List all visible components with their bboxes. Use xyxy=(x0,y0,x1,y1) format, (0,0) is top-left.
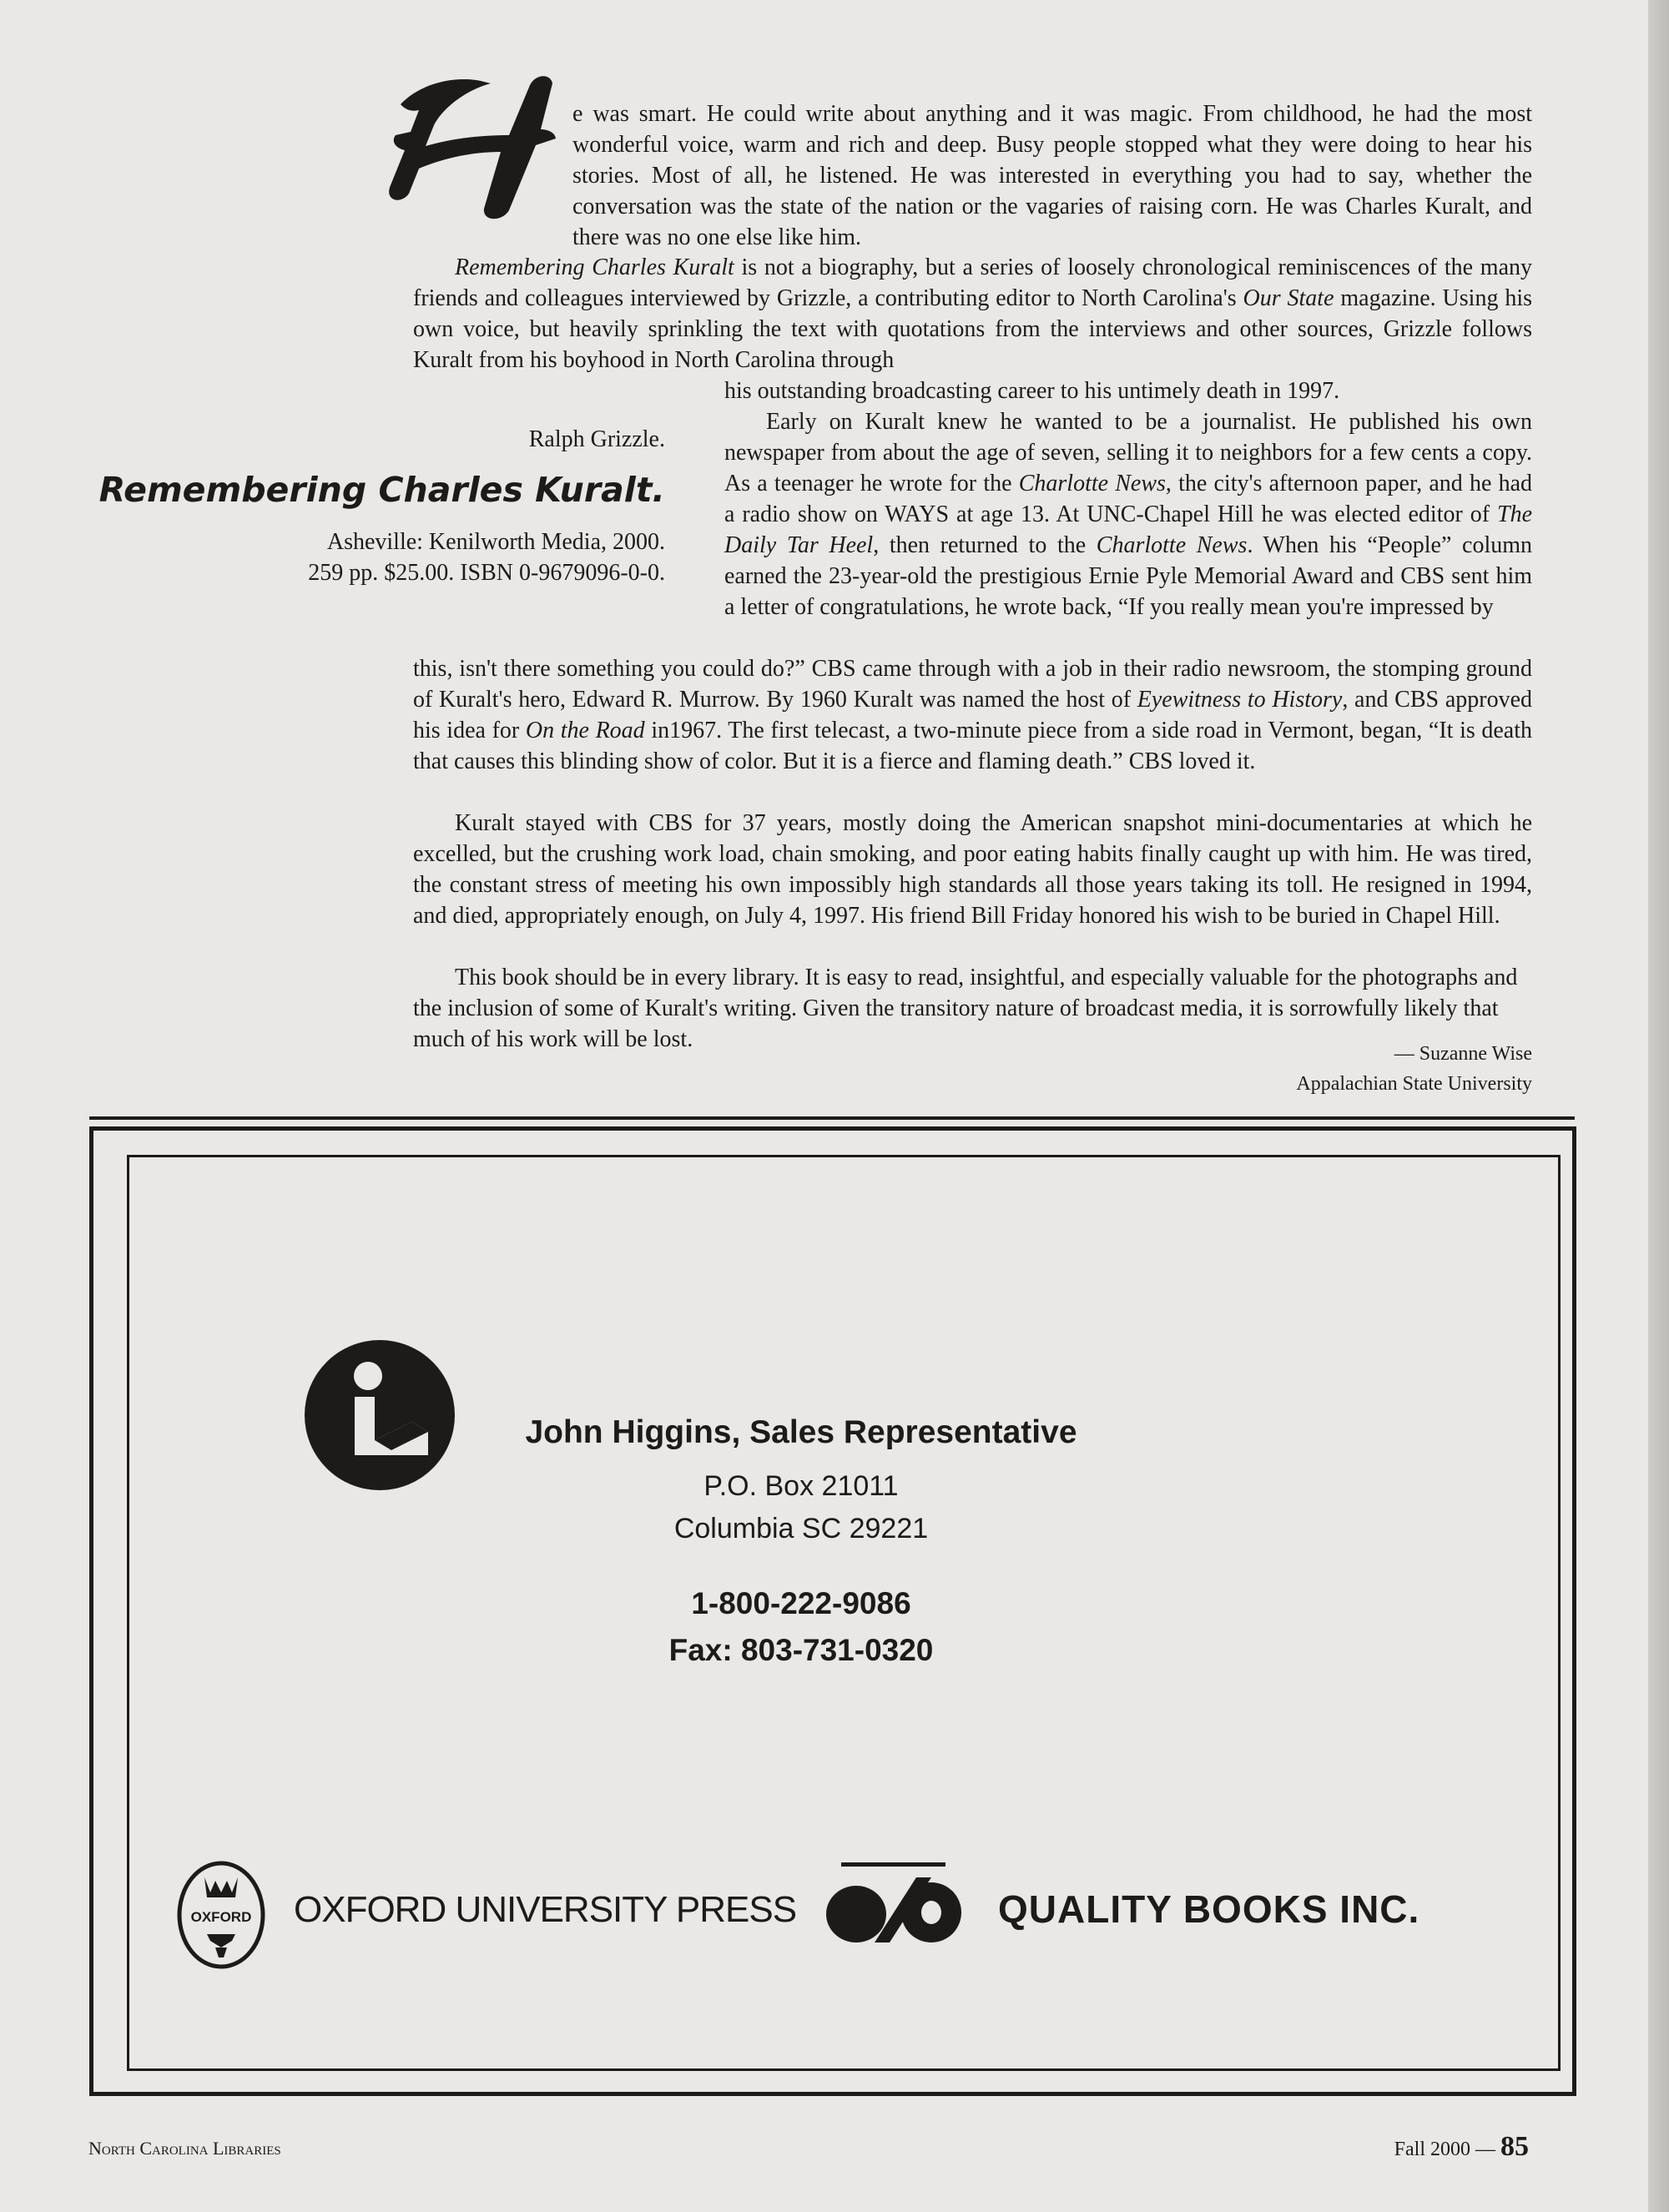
review-paragraph-1b-tail xyxy=(724,375,1532,406)
oxford-logo-text: OXFORD xyxy=(190,1909,252,1925)
para1-intro: e was smart. He could write about anything and it was magic. From childhood, he had the most wonderful voice, warm and rich and deep. Busy people stopped what they were doing to hear his stories. Most of all, he listened. He was interested in everything you had to say, whether the conversation was the state of the nation or the vagaries of raising corn. He was Charles Kuralt, and there was no one else like him. xyxy=(572,101,1532,250)
para2-charlotte2: Charlotte News xyxy=(1096,532,1248,558)
book-title: Remembering Charles Kuralt. xyxy=(98,470,665,510)
address-line-1: P.O. Box 21011 xyxy=(703,1470,899,1502)
para2-road: On the Road xyxy=(525,718,645,743)
para2-e: this, isn't there something you could do?” CBS came through with a job in their radio newsroom, the stomping ground of Kuralt's hero, Edward R. Murrow. By 1960 Kuralt was named the host of xyxy=(413,656,1532,713)
para2-d: . When his “People” column earned the 23-year-old the prestigious Ernie Pyle Memorial Award and CBS sent him a letter of congratulations, he wrote back, “If you really mean you're impressed by xyxy=(724,532,1532,620)
para2-eyewitness: Eyewitness to History xyxy=(1137,687,1343,713)
review-paragraph-3 xyxy=(413,808,1532,931)
issue-date: Fall 2000 xyxy=(1394,2139,1470,2160)
quality-books-logo-icon xyxy=(816,1862,966,1946)
oxford-logo-icon xyxy=(175,1861,267,1969)
book-title-ref: Remembering Charles Kuralt xyxy=(455,254,734,280)
address-line-2: Columbia SC 29221 xyxy=(673,1513,929,1544)
reviewer-signature xyxy=(1296,1039,1532,1099)
reviewer-name: — Suzanne Wise xyxy=(1394,1043,1532,1065)
ad-top-rule xyxy=(89,1116,1575,1120)
reviewer-affiliation: Appalachian State University xyxy=(1296,1073,1532,1095)
book-publisher: Asheville: Kenilworth Media, 2000. xyxy=(326,529,665,555)
para1b-tail: his outstanding broadcasting career to his untimely death in 1997. xyxy=(724,378,1340,404)
page-footer-right xyxy=(1394,2130,1529,2166)
dropcap-h xyxy=(376,58,572,225)
para2-g: in1967. The first telecast, a two-minute piece from a side road in Vermont, began, “It is death that causes this blinding show of color. But it is a fierce and flaming death.” CBS loved it. xyxy=(413,718,1533,774)
book-citation xyxy=(88,424,665,588)
para2-c: , then returned to the xyxy=(873,532,1097,558)
book-details: 259 pp. $25.00. ISBN 0-9679096-0-0. xyxy=(308,560,665,586)
para4: This book should be in every library. It is easy to read, insightful, and especially valuable for the photographs and the inclusion of some of Kuralt's writing. Given the transitory nature of broadcast media, it is sorrowfully likely that much of his work will be lost. xyxy=(413,965,1518,1052)
oxford-university-press: OXFORD UNIVERSITY PRESS xyxy=(294,1889,797,1930)
review-paragraph-2 xyxy=(724,406,1532,622)
magazine-ref: Our State xyxy=(1243,285,1334,311)
para2-b: , the city's afternoon paper, and he had a radio show on WAYS at age 13. At UNC-Chapel Hill he was elected editor of xyxy=(724,471,1532,527)
para1b-a: is not a biography, but a series of loosely chronological reminiscences of the many friends and colleagues interviewed by Grizzle, a contributing editor to North Carolina's xyxy=(413,254,1532,311)
para2-charlotte: Charlotte News xyxy=(1018,471,1166,496)
para2-a: Early on Kuralt knew he wanted to be a journalist. He published his own newspaper from about the age of seven, selling it to neighbors for a few cents a copy. As a teenager he wrote for the xyxy=(724,409,1532,496)
dropcap-h-graphic xyxy=(376,58,572,225)
review-paragraph-1b xyxy=(413,252,1532,375)
book-author: Ralph Grizzle. xyxy=(528,426,665,452)
review-opening-paragraph xyxy=(572,98,1532,253)
review-paragraph-2-cont xyxy=(413,653,1532,777)
para3: Kuralt stayed with CBS for 37 years, mostly doing the American snapshot mini-documentaries at which he excelled, but the crushing work load, chain smoking, and poor eating habits finally caught up with him. He was tired, the constant stress of meeting his own impossibly high standards all those years taking its toll. He resigned in 1994, and died, appropriately enough, on July 4, 1997. His friend Bill Friday honored his wish to be buried in Chapel Hill. xyxy=(413,810,1532,929)
para1b-b: magazine. Using his own voice, but heavily sprinkling the text with quotations from the interviews and other sources, Grizzle follows Kuralt from his boyhood in North Carolina through xyxy=(413,285,1532,373)
sales-rep-name: John Higgins, Sales Representative xyxy=(525,1414,1077,1450)
quality-books-inc: QUALITY BOOKS INC. xyxy=(998,1887,1420,1931)
fax-number: Fax: 803-731-0320 xyxy=(668,1633,934,1667)
para2-f: , and CBS approved his idea for xyxy=(413,687,1532,743)
journal-name: North Carolina Libraries xyxy=(88,2138,281,2159)
phone-number: 1-800-222-9086 xyxy=(691,1586,911,1620)
para2-dth: The Daily Tar Heel xyxy=(724,501,1532,558)
library-info-logo-icon xyxy=(303,1338,457,1493)
footer-dash: — xyxy=(1475,2139,1495,2160)
page-edge xyxy=(1648,0,1669,2212)
page-number: 85 xyxy=(1500,2131,1529,2162)
